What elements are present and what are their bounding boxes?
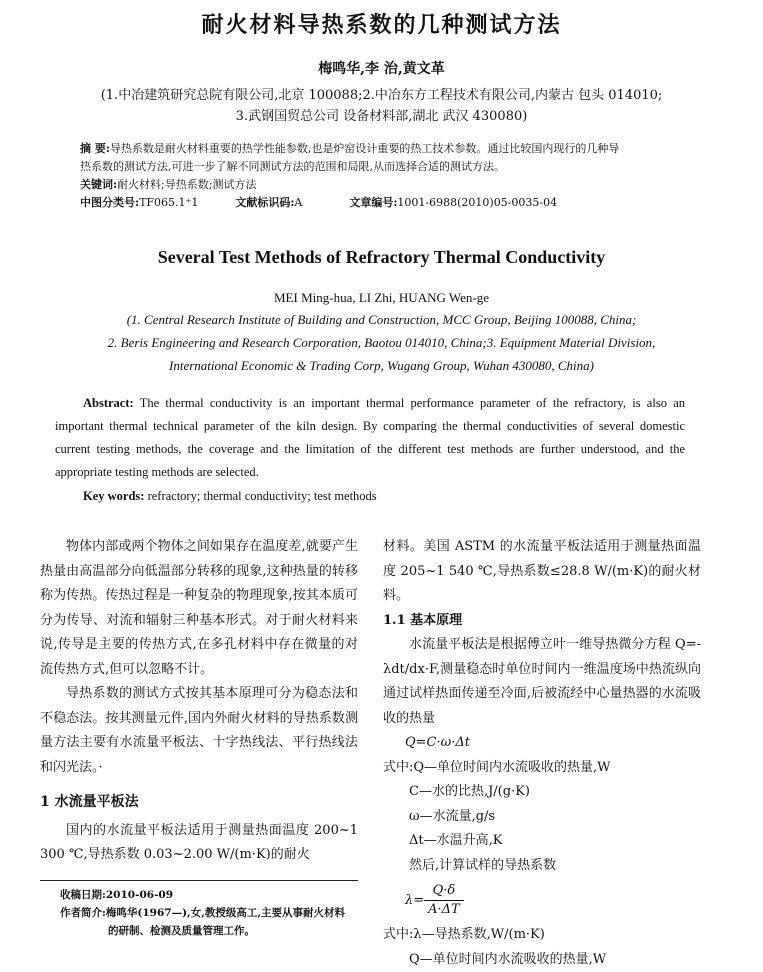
en-abstract [55,392,685,484]
definition-c: C—水的比热,J/(g·K) [383,780,701,805]
equation-lhs: λ= [405,893,424,908]
left-paragraph-1: 物体内部或两个物体之间如果存在温度差,就要产生热量由高温部分向低温部分转移的现象,这种热量的转移称为传热。传热过程是一种复杂的物理现象,按其本质可分为传导、对流和辐射三种基本形式。对于耐火材料来说,传导是主要的传热方式,在多孔材料中存在微量的对流传热方式,但可以忽略不计。 [40,535,358,682]
en-affiliation-line-2: 2. Beris Engineering and Research Corporation, Baotou 014010, China;3. Equipment Material Division, [0,335,763,351]
left-paragraph-3: 国内的水流量平板法适用于测量热面温度 200~1 300 ℃,导热系数 0.03~2.00 W/(m·K)的耐火 [40,819,358,868]
definition-q: 式中:Q—单位时间内水流吸收的热量,W [383,756,701,781]
section-1-heading: 1 水流量平板法 [40,790,358,815]
zh-affiliation-line-2: 3.武钢国贸总公司 设备材料部,湖北 武汉 430080) [0,105,763,124]
en-affiliation-line-1: (1. Central Research Institute of Building and Construction, MCC Group, Beijing 100088, China; [0,312,763,328]
article-no-label: 文章编号: [349,196,397,209]
zh-abstract [80,140,680,212]
en-keywords-label: Key words: [83,489,144,503]
zh-abstract-line-2: 热系数的测试方法,可进一步了解不同测试方法的范围和局限,从而选择合适的测试方法。 [80,160,505,173]
footnote-rule [40,880,358,881]
en-authors: MEI Ming-hua, LI Zhi, HUANG Wen-ge [0,290,763,306]
right-column [383,535,701,972]
en-title: Several Test Methods of Refractory Thermal Conductivity [0,247,763,268]
doc-code-value: A [294,196,302,209]
section-1-1-heading: 1.1 基本原理 [383,609,701,634]
en-keywords [55,485,685,508]
clc-label: 中图分类号: [80,196,139,209]
received-date: 收稿日期:2010-06-09 [60,886,360,904]
zh-title: 耐火材料导热系数的几种测试方法 [0,8,763,39]
definition-omega: ω—水流量,g/s [383,805,701,830]
equation-conductivity [383,882,701,919]
right-paragraph-3: 然后,计算试样的导热系数 [383,854,701,879]
zh-keywords: 耐火材料;导热系数;测试方法 [117,178,256,191]
right-paragraph-2: 水流量平板法是根据傅立叶一维导热微分方程 Q=-λdt/dx·F,测量稳态时单位时间内一维温度场中热流纵向通过试样热面传递至冷面,后被流经中心量热器的水流吸收的热量 [383,633,701,731]
doc-code-label: 文献标识码: [235,196,294,209]
en-keywords-text: refractory; thermal conductivity; test methods [148,489,377,503]
author-bio-line-2: 的研制、检测及质量管理工作。 [60,922,360,940]
zh-keywords-label: 关键词: [80,178,117,191]
left-column [40,535,358,868]
en-abstract-text: The thermal conductivity is an important thermal performance parameter of the refractory, is also an important thermal technical parameter of the kiln design. By comparing the thermal conductivities of several domestic current testing methods, the coverage and the limitation of the different test methods are further understood, and the appropriate testing methods are selected. [55,396,685,479]
equation-denominator: A·ΔT [424,901,464,919]
equation-numerator: Q·δ [424,882,464,901]
en-affiliation-line-3: International Economic & Trading Corp, Wugang Group, Wuhan 430080, China) [0,358,763,374]
zh-abstract-label: 摘 要: [80,142,110,155]
article-no-value: 1001-6988(2010)05-0035-04 [397,196,557,209]
definition-lambda: 式中:λ—导热系数,W/(m·K) [383,923,701,948]
left-paragraph-2: 导热系数的测试方式按其基本原理可分为稳态法和不稳态法。按其测量元件,国内外耐火材料的导热系数测量方法主要有水流量平板法、十字热线法、平行热线法和闪光法。· [40,682,358,780]
en-abstract-label: Abstract: [83,396,134,410]
equation-heat: Q=C·ω·Δt [383,731,701,756]
author-bio-line-1: 作者简介:梅鸣华(1967—),女,教授级高工,主要从事耐火材料 [60,904,360,922]
clc-value: TF065.1⁺1 [139,196,198,209]
right-paragraph-1: 材料。美国 ASTM 的水流量平板法适用于测量热面温度 205~1 540 ℃,导热系数≤28.8 W/(m·K)的耐火材料。 [383,535,701,609]
zh-abstract-line-1: 导热系数是耐火材料重要的热学性能参数,也是炉窑设计重要的热工技术参数。通过比较国内现行的几种导 [110,142,620,155]
zh-authors: 梅鸣华,李 治,黄文革 [0,58,763,78]
definition-delta-t: Δt—水温升高,K [383,829,701,854]
zh-classification-line [80,194,680,212]
definition-q-2: Q—单位时间内水流吸收的热量,W [383,948,701,972]
equation-fraction [424,882,464,919]
zh-affiliation-line-1: (1.中冶建筑研究总院有限公司,北京 100088;2.中冶东方工程技术有限公司,内蒙古 包头 014010; [0,84,763,103]
footnote [60,886,360,940]
